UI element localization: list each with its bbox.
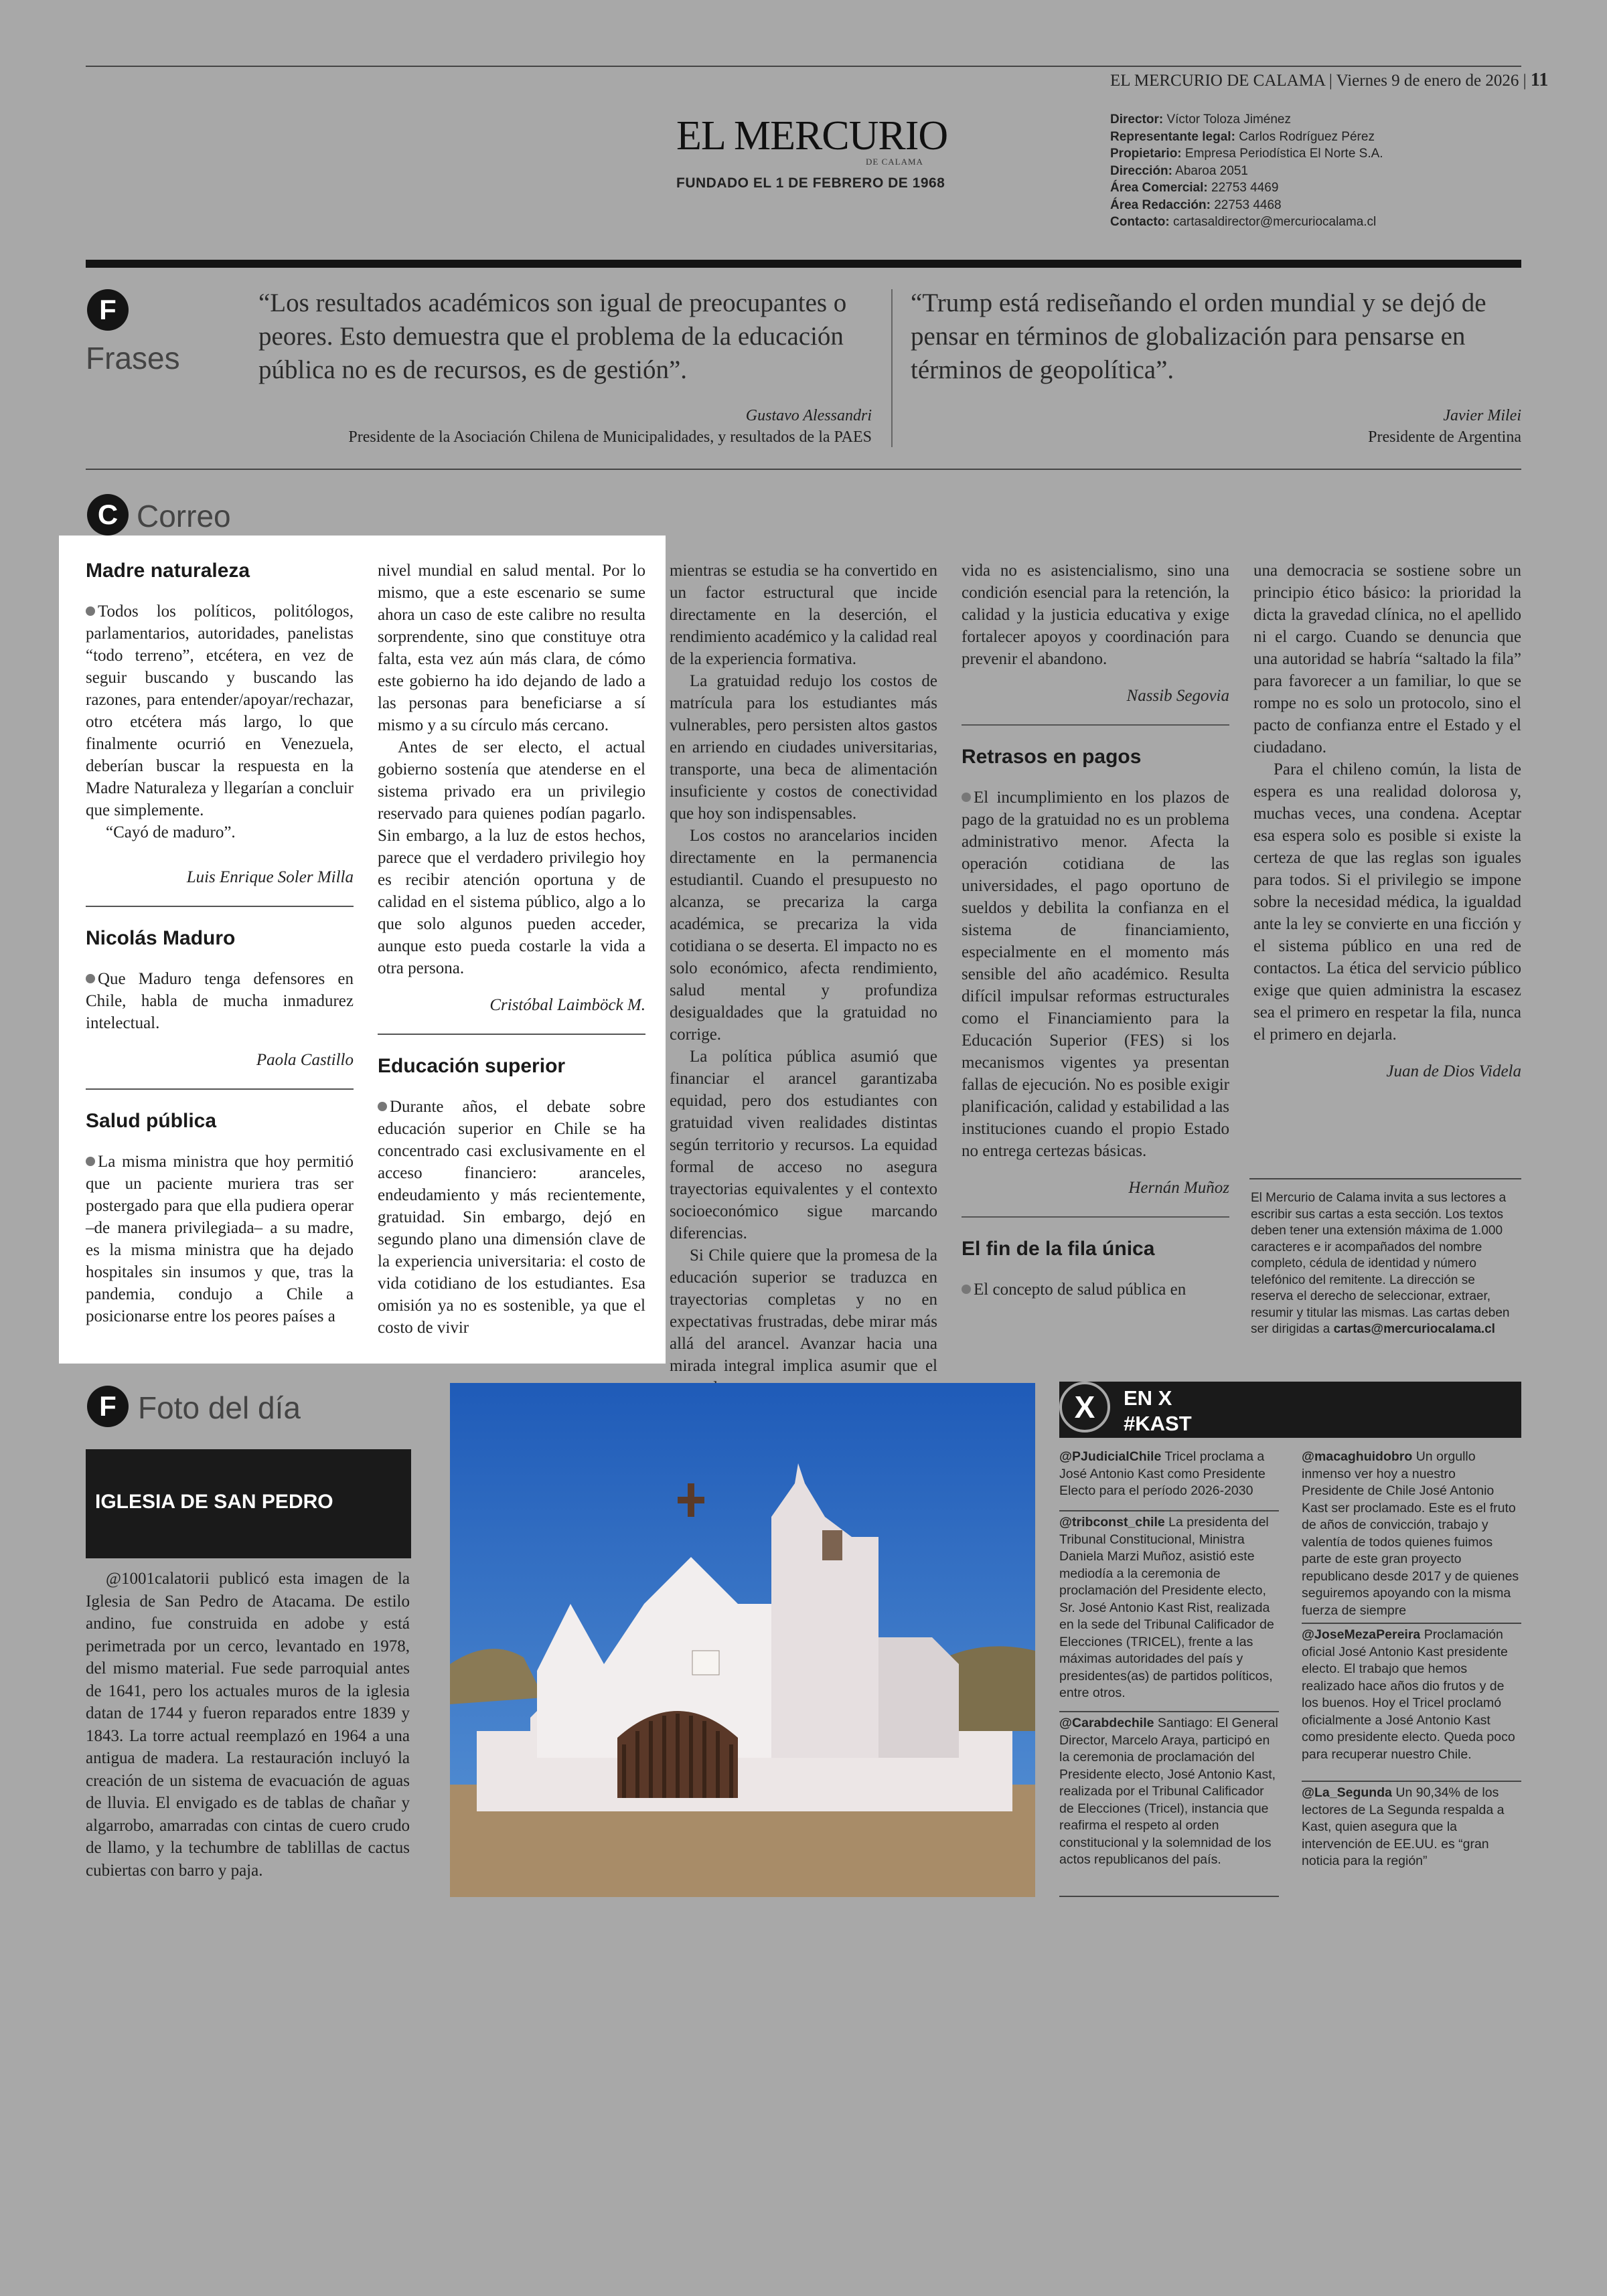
staff-label: Representante legal: <box>1110 129 1235 144</box>
correo-title: Correo <box>137 499 231 534</box>
staff-row <box>1110 129 1383 146</box>
note-email[interactable]: cartas@mercuriocalama.cl <box>1333 1322 1495 1336</box>
tweet-separator <box>1302 1781 1521 1782</box>
letters-column-3 <box>670 560 937 1399</box>
letter-body: Que Maduro tenga defensores en Chile, habla de mucha inmadurez intelectual. <box>86 970 354 1032</box>
tweet-text: Santiago: El General Director, Marcelo Araya, participó en la ceremonia de proclamación del Presidente electo, José Antonio Kast, realizada por el Tribunal Calificador de Elecciones (Tricel), instancia que reafirma el respeto al orden constitucional y la solemnidad de los actos republicanos del país. <box>1059 1716 1278 1867</box>
quote-divider <box>891 289 893 447</box>
letter-body: Los costos no arancelarios inciden directamente en la permanencia estudiantil. Cuando el presupuesto no alcanza, se precariza la carga académica, se precariza la vida cotidiana o se deserta. El impacto no es solo económico, afecta rendimiento, salud mental y profundiza desigualdades que la gratuidad no corrige. <box>670 827 937 1044</box>
quote-1-role: Presidente de la Asociación Chilena de Municipalidades, y resultados de la PAES <box>348 428 872 446</box>
quote-1-text: “Los resultados académicos son igual de preocupantes o peores. Esto demuestra que el problema de la educación pública no es de recursos, es de gestión”. <box>258 289 847 384</box>
staff-label: Propietario: <box>1110 147 1182 161</box>
letter-signature: Nassib Segovia <box>1126 687 1229 705</box>
church-photo <box>450 1383 1035 1897</box>
plaque <box>692 1651 719 1675</box>
tweet-handle[interactable]: @PJudicialChile <box>1059 1449 1162 1464</box>
letter-body: El incumplimiento en los plazos de pago de la gratuidad no es un problema administrativo menor. Afecta la operación cotidiana de las universidades, el pago oportuno de sueldos y debilita la confianza en el sistema de financiamiento, especialmente en el momento más sensible del año académico. Resulta difícil impulsar reformas estructurales como el Financiamiento para la Educación Superior (FES) si los mecanismos vigentes ya presentan fallas de ejecución. No es posible exigir planificación, calidad y estabilidad a las instituciones cuando el propio Estado no entrega certezas básicas. <box>962 789 1229 1160</box>
staff-value: Víctor Toloza Jiménez <box>1166 112 1291 127</box>
side-wall <box>878 1637 959 1758</box>
staff-label: Dirección: <box>1110 163 1172 178</box>
x-logo-icon: X <box>1059 1382 1110 1432</box>
letters-column-1 <box>86 560 354 1327</box>
tweet-text: La presidenta del Tribunal Constitucional, Ministra Daniela Marzi Muñoz, asistió este mediodía a la ceremonia de proclamación del Presidente electo, Sr. José Antonio Kast Rist, realizada en la sede del Tribunal Calificador de Elecciones (TRICEL), frente a las máximas autoridades del país y presidentes(as) de partidos políticos, entre otros. <box>1059 1515 1274 1700</box>
tweet-separator <box>1059 1896 1279 1897</box>
tweet-text: Proclamación oficial José Antonio Kast presidente electo. El trabajo que hemos realizado hace años dio frutos y de los buenos. Hoy el Tricel proclamó oficialmente a José Antonio Kast como presidente electo. Queda poco para recuperar nuestro Chile. <box>1302 1627 1515 1762</box>
letters-column-4 <box>962 560 1229 1301</box>
letter-signature: Hernán Muñoz <box>1128 1179 1229 1197</box>
foto-box-title: IGLESIA DE SAN PEDRO <box>95 1491 333 1513</box>
staff-value: 22753 4469 <box>1211 181 1279 195</box>
letter-body: Si Chile quiere que la promesa de la educación superior se traduzca en trayectorias completas y no en expectativas frustradas, debe mirar más allá del arancel. Avanzar hacia una mirada integral implica asumir que el <box>670 1246 937 1375</box>
staff-row <box>1110 111 1383 129</box>
tweet-text: Un orgullo inmenso ver hoy a nuestro Presidente de Chile José Antonio Kast ser proclamado. Este es el fruto de años de convicción, trabajo y valentía de todos quienes fuimos parte de este gran proyecto republicano desde 2017 y de quienes seguiremos apoyando con la misma fuerza de siempre <box>1302 1449 1519 1618</box>
staff-label: Área Comercial: <box>1110 181 1208 195</box>
staff-row <box>1110 214 1383 231</box>
letter-title: Retrasos en pagos <box>962 746 1142 768</box>
letter-body: vida no es asistencialismo, sino una condición esencial para la retención, la calidad y la justicia educativa y exige fortalecer apoyos y coordinación para prevenir el abandono. <box>962 562 1229 668</box>
letter-body: Todos los políticos, politólogos, parlamentarios, autoridades, panelistas “todo terreno”, etcétera, en vez de seguir buscando y buscando las razones, para entender/apoyar/rechazar, otro etcétera más largo, lo que finalmente ocurrió en Venezuela, deberían buscar la respuesta en la Madre Naturaleza y llegarían a concluir que simplemente. <box>86 602 354 819</box>
staff-row <box>1110 163 1383 180</box>
tower-window <box>822 1530 842 1560</box>
note-text: El Mercurio de Calama invita a sus lectores a escribir sus cartas a esta sección. Los textos deben tener una extensión máxima de 1.000 caracteres e ir acompañados del nombre completo, cédula de identidad y número telefónico del remitente. La dirección se reserva el derecho de seleccionar, extraer, resumir y titular las mismas. Las cartas deben ser dirigidas a <box>1251 1191 1510 1336</box>
letter-body: nivel mundial en salud mental. Por lo mismo, que a este escenario se sume ahora un caso de este calibre no resulta sorprendente, sino que constituye otra falta, esta vez aún más clara, de cómo este gobierno ha ido dejando de lado a las personas para beneficiarse a sí mismo y a su círculo más cercano. <box>378 562 645 734</box>
letter-body: El concepto de salud pública en <box>974 1281 1187 1299</box>
tweet-separator <box>1059 1510 1279 1511</box>
tweet-handle[interactable]: @Carabdechile <box>1059 1716 1154 1730</box>
enx-title-line-1: EN X <box>1124 1386 1172 1410</box>
bullet-icon <box>962 1285 971 1294</box>
letter-title: Madre naturaleza <box>86 560 250 582</box>
letter-body: La gratuidad redujo los costos de matrícula para los estudiantes más vulnerables, pero persisten altos gastos en arriendo en ciudades universitarias, transporte, una beca de alimentación insuficiente y costos de conectividad que hoy son indispensables. <box>670 672 937 823</box>
foto-title-box <box>86 1449 411 1558</box>
tweet-handle[interactable]: @macaghuidobro <box>1302 1449 1413 1464</box>
letter-title: El fin de la fila única <box>962 1238 1155 1260</box>
letter-body: La política pública asumió que financiar el arancel garantizaba equidad, pero dos estudiantes con gratuidad viven realidades distintas según territorio y recursos. La equidad formal de acceso no asegura trayectorias equivalentes y el contexto socioeconómico sigue marcando diferencias. <box>670 1048 937 1242</box>
staff-value: Empresa Periodística El Norte S.A. <box>1184 147 1383 161</box>
tweet-post <box>1302 1449 1521 1619</box>
letters-submission-note <box>1251 1190 1519 1338</box>
tweet-handle[interactable]: @JoseMezaPereira <box>1302 1627 1421 1642</box>
bullet-icon <box>86 606 95 616</box>
tweet-text: Un 90,34% de los lectores de La Segunda respalda a Kast, quien asegura que la intervención de EE.UU. es “gran noticia para la región” <box>1302 1785 1505 1868</box>
enx-title-line-2: #KAST <box>1124 1412 1192 1435</box>
frases-badge: F <box>87 289 129 331</box>
staff-row <box>1110 179 1383 197</box>
page-number: 11 <box>1530 70 1549 90</box>
frases-title: Frases <box>86 341 180 376</box>
foto-caption-text: @1001calatorii publicó esta imagen de la Iglesia de San Pedro de Atacama. De estilo andino, fue construida en adobe y está perimetrada por un cerco, levantado en 1978, del mismo material. Fue sede parroquial antes de 1641, pero los actuales muros de la iglesia datan de 1744 y fueron reparados entre 1839 y 1843. La torre actual reemplazó en 1964 a una antigua de madera. La restauración incluyó la creación de un sistema de evacuación de aguas de lluvia. El envigado es de tablas de chañar y algarrobo, amarradas con cintas de cuero crudo de llamo, y la techumbre de tablillas de cactus cubiertas con barro y paja. <box>86 1570 410 1880</box>
letter-signature: Paola Castillo <box>256 1051 354 1069</box>
quote-2-role: Presidente de Argentina <box>1368 428 1521 446</box>
tweet-handle[interactable]: @La_Segunda <box>1302 1785 1392 1800</box>
staff-row <box>1110 145 1383 163</box>
quote-1-author: Gustavo Alessandri <box>745 407 872 424</box>
bullet-icon <box>962 793 971 802</box>
letter-body: Durante años, el debate sobre educación superior en Chile se ha concentrado casi exclusivamente en el acceso financiero: aranceles, endeudamiento y más recientemente, gratuidad. Sin embargo, dejó en segundo plano una dimensión clave de la experiencia universitaria: el costo de vida cotidiano de los estudiantes. Esa omisión ya no es sostenible, ya que el costo de vivir <box>378 1098 645 1337</box>
foto-caption <box>86 1568 410 1882</box>
letter-title: Salud pública <box>86 1110 217 1132</box>
letter-title: Nicolás Maduro <box>86 927 236 949</box>
letter-signature: Cristóbal Laimböck M. <box>489 996 645 1014</box>
newspaper-logo: EL MERCURIO <box>676 113 948 159</box>
bullet-icon <box>378 1102 387 1111</box>
tweet-handle[interactable]: @tribconst_chile <box>1059 1515 1165 1530</box>
bullet-icon <box>86 1157 95 1166</box>
letter-body: mientras se estudia se ha convertido en un factor estructural que incide directamente en la deserción, el rendimiento académico y la calidad real de la experiencia formativa. <box>670 562 937 668</box>
tweet-separator <box>1302 1623 1521 1624</box>
masthead-line: EL MERCURIO DE CALAMA | Viernes 9 de enero de 2026 | 11 <box>1110 70 1549 90</box>
correo-badge: C <box>87 494 129 536</box>
staff-label: Área Redacción: <box>1110 197 1211 212</box>
letters-column-2 <box>378 560 645 1339</box>
tweet-post <box>1302 1627 1521 1763</box>
quote-2-author: Javier Milei <box>1443 407 1521 424</box>
letter-separator <box>86 1088 354 1090</box>
letter-body: Para el chileno común, la lista de espera es una realidad dolorosa y, muchas veces, una condena. Aceptar esa espera solo es posible si existe la certeza de que las reglas son iguales para todos. Si el privilegio se impone sobre la necesidad médica, la igualdad ante la ley se convierte en una ficción y el sistema público en una red de contactos. La ética del servicio público exige que quien administra la escasez sea el primero en respetar la fila, nunca el primero en dejarla. <box>1253 760 1521 1044</box>
top-rule <box>86 66 1521 67</box>
staff-value: cartasaldirector@mercuriocalama.cl <box>1172 215 1377 229</box>
staff-row <box>1110 197 1383 214</box>
letter-separator <box>962 1216 1229 1218</box>
tweet-post <box>1059 1715 1279 1869</box>
staff-value: Abaroa 2051 <box>1175 163 1248 178</box>
enx-title <box>1124 1386 1192 1437</box>
header-thick-rule <box>86 260 1521 268</box>
newspaper-name: EL MERCURIO DE CALAMA <box>1110 72 1325 90</box>
letter-separator <box>378 1034 645 1035</box>
frases-bottom-rule <box>86 469 1521 470</box>
letters-column-5 <box>1253 560 1521 1100</box>
letter-body: La misma ministra que hoy permitió que un paciente muriera tras ser postergado para que ella pudiera operar –de manera privilegiada– a su madre, es la misma ministra que ha dejado hospitales sin insumos y que, tras la pandemia, condujo a Chile a posicionarse entre los peores países a <box>86 1153 354 1325</box>
issue-date: Viernes 9 de enero de 2026 <box>1336 72 1519 90</box>
tweet-post <box>1059 1449 1279 1500</box>
letter-signature: Juan de Dios Videla <box>1386 1062 1521 1080</box>
quote-2-text: “Trump está rediseñando el orden mundial y se dejó de pensar en términos de globalización para pensarse en términos de geopolítica”. <box>911 289 1486 384</box>
staff-value: 22753 4468 <box>1214 197 1282 212</box>
letter-body: “Cayó de maduro”. <box>106 823 236 841</box>
tweet-separator <box>1059 1711 1279 1712</box>
letter-separator <box>86 906 354 907</box>
letter-body: Antes de ser electo, el actual gobierno sostenía que atenderse en el sistema privado era un privilegio reservado para quienes podían pagarlo. Sin embargo, a la luz de estos hechos, parece que el verdadero privilegio hoy es recibir atención oportuna y de calidad en el sistema público, algo a lo que solo algunos pueden acceder, aunque esto pueda costarle la vida a otra persona. <box>378 738 645 977</box>
letter-title: Educación superior <box>378 1055 566 1077</box>
staff-value: Carlos Rodríguez Pérez <box>1239 129 1375 144</box>
staff-label: Director: <box>1110 112 1164 127</box>
tweet-text: Tricel proclama a José Antonio Kast como Presidente Electo para el período 2026-2030 <box>1059 1449 1266 1498</box>
staff-box <box>1110 111 1383 231</box>
tweet-post <box>1059 1514 1279 1702</box>
letter-separator <box>962 724 1229 726</box>
letter-body: una democracia se sostiene sobre un principio ético básico: la prioridad la dicta la gravedad clínica, no el apellido ni el cargo. Cuando se denuncia que una autoridad se habría “saltado la fila” para favorecer a un familiar, lo que se rompe no es solo un protocolo, sino el pacto de confianza entre el Estado y el ciudadano. <box>1253 562 1521 756</box>
letter-signature: Luis Enrique Soler Milla <box>186 868 354 886</box>
note-rule <box>1249 1178 1521 1179</box>
logo-subtitle: DE CALAMA <box>866 157 923 167</box>
bullet-icon <box>86 974 95 983</box>
founded-line: FUNDADO EL 1 DE FEBRERO DE 1968 <box>676 175 945 191</box>
staff-label: Contacto: <box>1110 215 1170 229</box>
foto-badge: F <box>87 1386 129 1427</box>
tweet-post <box>1302 1785 1521 1870</box>
foto-title: Foto del día <box>138 1390 301 1425</box>
